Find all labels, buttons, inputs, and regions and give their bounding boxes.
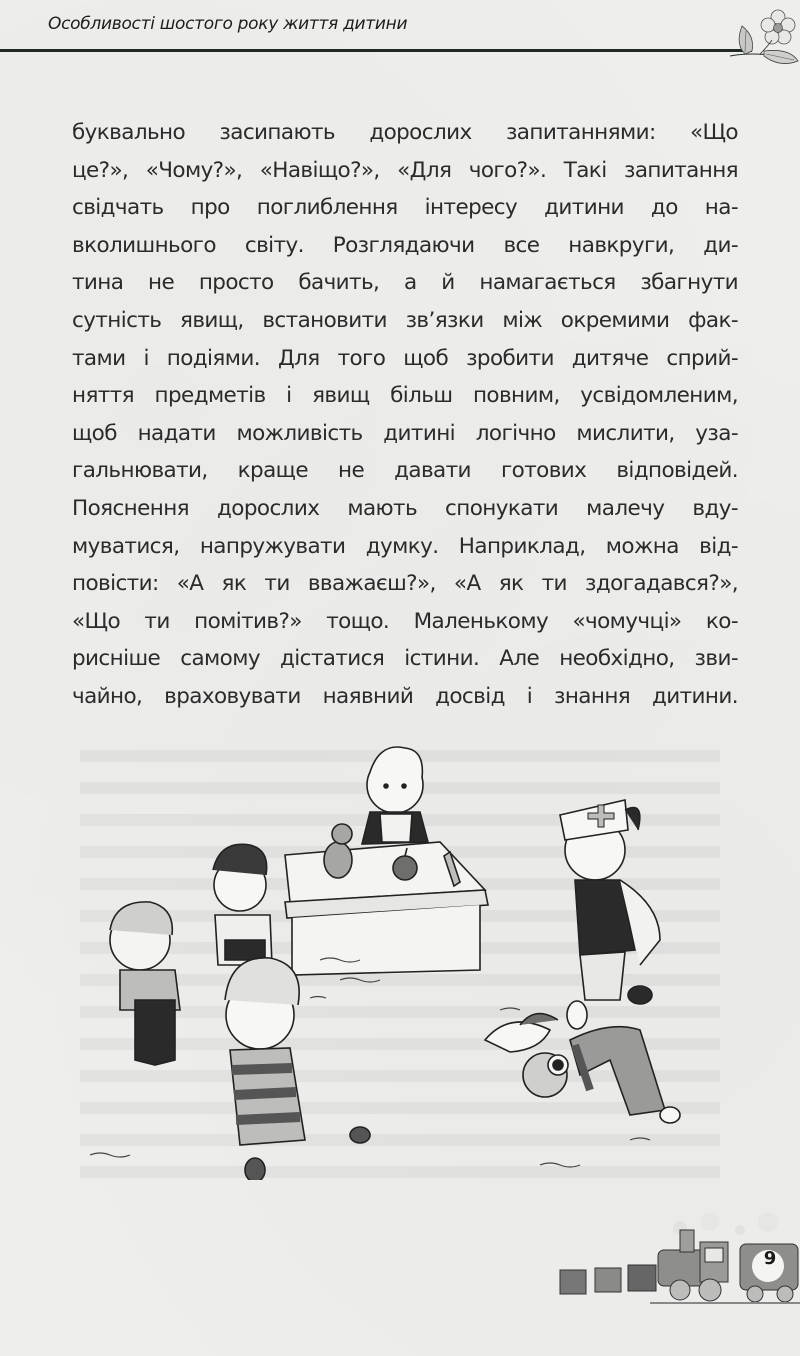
- text-line: свідчать про поглиблення інтересу дитини до на-: [72, 195, 738, 221]
- children-playing-illustration: [80, 730, 700, 1180]
- page-number: 9: [763, 1248, 777, 1269]
- text-line: вколишнього світу. Розглядаючи все навкруги, ди-: [72, 232, 738, 258]
- running-title: Особливості шостого року життя дитини: [48, 14, 408, 34]
- text-line: сутність явищ, встановити зв’язки між окремими фак-: [72, 307, 738, 333]
- body-text: [72, 114, 738, 716]
- text-line: няття предметів і явищ більш повним, усвідомленим,: [72, 383, 738, 409]
- text-line: Пояснення дорослих мають спонукати малечу вду-: [72, 495, 738, 521]
- text-line: «Що ти помітив?» тощо. Маленькому «чомучці» ко-: [72, 608, 738, 634]
- flower-leaves-icon: [720, 6, 800, 68]
- text-line: буквально засипають дорослих запитаннями: «Що: [72, 120, 738, 145]
- text-line: тина не просто бачить, а й намагається збагнути: [72, 270, 738, 296]
- text-line: тами і подіями. Для того щоб зробити дитяче сприй-: [72, 345, 738, 371]
- text-line: рисніше самому дістатися істини. Але необхідно, зви-: [72, 646, 738, 672]
- text-line: повісти: «А як ти вважаєш?», «А як ти здогадався?»,: [72, 571, 738, 597]
- text-line: чайно, враховувати наявний досвід і знання дитини.: [72, 683, 738, 709]
- text-line: щоб надати можливість дитині логічно мислити, уза-: [72, 420, 738, 446]
- text-line: це?», «Чому?», «Навіщо?», «Для чого?». Такі запитання: [72, 157, 738, 183]
- text-line: муватися, напружувати думку. Наприклад, можна від-: [72, 533, 738, 559]
- header-rule: [0, 49, 752, 52]
- text-line: гальнювати, краще не давати готових відповідей.: [72, 458, 738, 484]
